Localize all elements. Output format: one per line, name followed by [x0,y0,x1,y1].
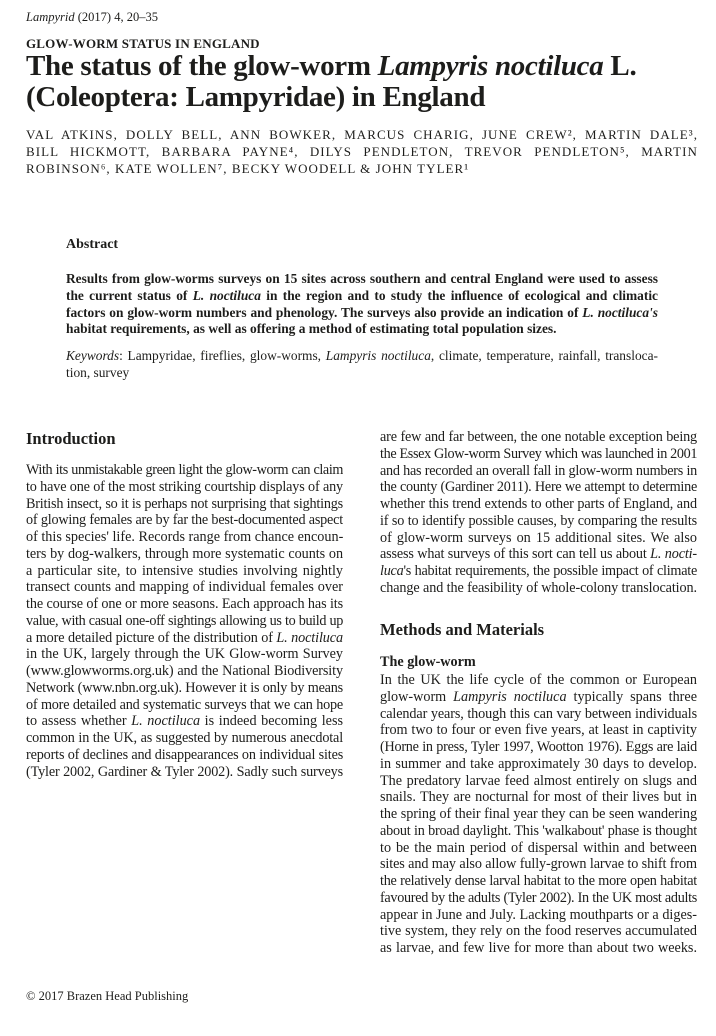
text-span: change and the feasibility of whole-colony translocation. [380,579,697,596]
text-span: the county (Gardiner 2011). Here we attempt to determine [380,479,697,496]
text-line [26,546,343,563]
text-span: of glowing females are by far the best-documented aspect [26,512,343,529]
text-span: as larvae, and few live for more than about two weeks. [380,940,697,956]
text-line [26,160,698,177]
text-span: the Essex Glow-worm Survey which was launched in 2001 [380,445,697,462]
italic-text: Keywords [66,348,120,363]
text-line [26,496,343,513]
section-heading-introduction: Introduction [26,429,116,448]
text-line [66,288,658,305]
text-span: from two to four or even five years, at least in captivity [380,722,697,739]
text-line [26,730,343,747]
text-line [380,580,697,597]
text-line [380,840,697,857]
text-span: in the UK, largely through the UK Glow-worm Survey [26,646,343,663]
text-line [66,271,658,288]
text-span: a particular site, to intensive studies involving nightly [26,562,343,579]
text-span: Network (www.nbn.org.uk). However it is only by means [26,679,343,696]
glow-worm-text [380,672,697,957]
text-span: VAL ATKINS, DOLLY BELL, ANN BOWKER, MARCUS CHARIG, JUNE CREW², MARTIN DALE³, [26,127,698,142]
text-line [26,646,343,663]
text-line [380,722,697,739]
text-line [26,596,343,613]
text-line [380,513,697,530]
text-span: transect counts and mapping of individual females over [26,579,343,596]
running-header: GLOW-WORM STATUS IN ENGLAND [26,36,260,51]
text-span: and has recorded an overall fall in glow-worm numbers in [380,462,697,479]
text-line [380,672,697,689]
journal-volume: (2017) 4, 20–35 [74,10,158,24]
text-line [380,546,697,563]
text-line [380,806,697,823]
text-span: snails. They are nocturnal for most of their lives but in [380,789,697,806]
text-line [380,856,697,873]
text-line [26,529,343,546]
text-line [380,530,697,547]
text-line [380,789,697,806]
text-span: The predatory larvae feed almost entirely on slugs and [380,772,697,789]
text-line [26,51,636,82]
text-line [26,126,698,143]
text-span: common in the UK, as suggested by numerous anecdotal [26,730,343,746]
text-span: 's habitat requirements, the possible impact of climate [403,563,697,579]
author-list [26,126,698,177]
italic-text: L. nocti- [650,546,697,563]
text-span: the relatively dense larval habitat to the more open habitat [380,873,697,889]
text-span: The status of the glow-worm [26,50,378,82]
text-line [26,630,343,647]
text-span: whether this trend extends to other parts of England, and [380,496,697,512]
text-span: (Coleoptera: Lampyridae) in England [26,81,486,113]
text-span: British insect, so it is perhaps not surprising that sightings [26,495,343,512]
text-span: in summer and take approximately 30 days to develop. [380,755,697,772]
text-line [26,680,343,697]
text-line [380,463,697,480]
text-line [380,923,697,940]
copyright-footer: © 2017 Brazen Head Publishing [26,989,189,1003]
text-span: (Horne in press, Tyler 1997, Wootton 1976). Eggs are laid [380,739,697,755]
text-span: In the UK the life cycle of the common or European [380,672,697,688]
journal-name: Lampyrid [26,10,75,24]
text-span: habitat requirements, as well as offering a method of estimating total population sizes. [66,321,557,337]
italic-text: L. noctiluca [276,629,343,646]
text-line [26,697,343,714]
text-line [380,689,697,706]
text-line [26,613,343,630]
italic-text: Lampyris noctiluca [453,688,567,705]
text-span: (Tyler 2002, Gardiner & Tyler 2002). Sadly such surveys [26,763,343,780]
text-span: sites and may also allow fully-grown larvae to shift from [380,856,697,873]
italic-text: luca [380,563,404,579]
text-span: the course of one or more seasons. Each approach has its [26,596,343,612]
text-line [26,512,343,529]
text-span: to have one of the most striking courtship displays of any [26,478,343,495]
text-line [26,713,343,730]
text-line [380,446,697,463]
text-span: ROBINSON⁶, KATE WOLLEN⁷, BECKY WOODELL & JOHN TYLER¹ [26,161,470,176]
text-span: reports of declines and disappearances on individual sites [26,746,343,763]
text-line [380,739,697,756]
paper-title [26,51,636,113]
text-span: typically spans three [566,688,697,705]
text-line [26,82,636,113]
text-line [380,496,697,513]
text-span: BILL HICKMOTT, BARBARA PAYNE⁴, DILYS PENDLETON, TREVOR PENDLETON⁵, MARTIN [26,144,698,159]
italic-text: Lampyris noctiluca [325,348,431,363]
text-line [26,764,343,781]
text-line [26,563,343,580]
text-line [380,873,697,890]
text-span: (www.glowworms.org.uk) and the National Biodiversity [26,663,343,679]
text-span: With its unmistakable green light the glow-worm can claim [26,462,343,478]
text-span: L. [603,50,637,82]
introduction-text [26,462,343,780]
abstract-heading: Abstract [66,237,119,252]
text-span: factors on glow-worm numbers and phenology. The surveys also provide an indication of [66,304,583,320]
italic-text: L. noctiluca [131,713,201,730]
abstract-text [66,271,658,338]
text-span: value, with casual one-off sightings allowing us to build up [26,612,343,629]
text-line [26,143,698,160]
text-line [380,907,697,924]
journal-citation [26,9,158,25]
text-span: about in broad daylight. This 'walkabout' phase is thought [380,822,697,839]
text-line [66,348,658,365]
italic-text: L. noctiluca's [582,304,658,320]
text-span: favoured by the adults (Tyler 2002). In the UK most adults [380,889,697,906]
italic-text: L. noctiluca [192,287,261,303]
section-heading-methods: Methods and Materials [380,620,545,639]
text-line [26,663,343,680]
text-span: in the region and to study the influence of ecological and climatic [260,287,658,303]
text-span: are few and far between, the one notable exception being [380,429,697,445]
text-span: of glow-worm surveys on 15 additional sites. We also [380,529,697,546]
text-line [380,563,697,580]
text-line [380,429,697,446]
text-line [66,305,658,322]
text-line [380,479,697,496]
text-line [380,756,697,773]
text-line [380,890,697,907]
text-span: to assess whether [26,713,132,730]
text-line [66,321,658,338]
text-line [26,462,343,479]
text-span: of this species' life. Records range from chance encoun- [26,529,343,545]
text-span: assess what surveys of this sort can tell us about [380,546,651,563]
text-span: the current status of [66,287,193,303]
text-span: the spring of their final year they can be seen wandering [380,806,697,822]
text-span: calendar years, though this can vary between individuals [380,705,697,722]
keywords [66,348,658,382]
text-span: of more detailed and systematic surveys that we can hope [26,696,343,713]
text-span: tive system, they rely on the food reserves accumulated [380,923,697,940]
italic-text: Lampyris noctiluca [377,50,604,82]
text-span: appear in June and July. Lacking mouthparts or a diges- [380,906,697,923]
text-span: , climate, temperature, rainfall, transloca- [430,348,658,363]
text-span: : Lampyridae, fireflies, glow-worms, [119,348,326,363]
text-line [380,706,697,723]
text-span: Results from glow-worms surveys on 15 sites across southern and central England were used to assess [66,271,658,286]
text-line [380,940,697,957]
text-line [26,579,343,596]
text-span: ters by dog-walkers, through more systematic counts on [26,545,343,562]
text-span: a more detailed picture of the distribution of [26,629,277,646]
text-span: if so to identify possible causes, by comparing the results [380,512,697,529]
text-span: glow-worm [380,688,454,705]
text-line [380,823,697,840]
subsection-heading-glow-worm: The glow-worm [380,654,476,670]
text-span: to be the main period of dispersal within and between [380,839,697,856]
text-span: tion, survey [66,364,130,380]
text-line [26,479,343,496]
text-line [66,365,658,382]
text-line [380,773,697,790]
text-span: is indeed becoming less [200,713,343,730]
text-line [26,747,343,764]
introduction-text-continued [380,429,697,597]
